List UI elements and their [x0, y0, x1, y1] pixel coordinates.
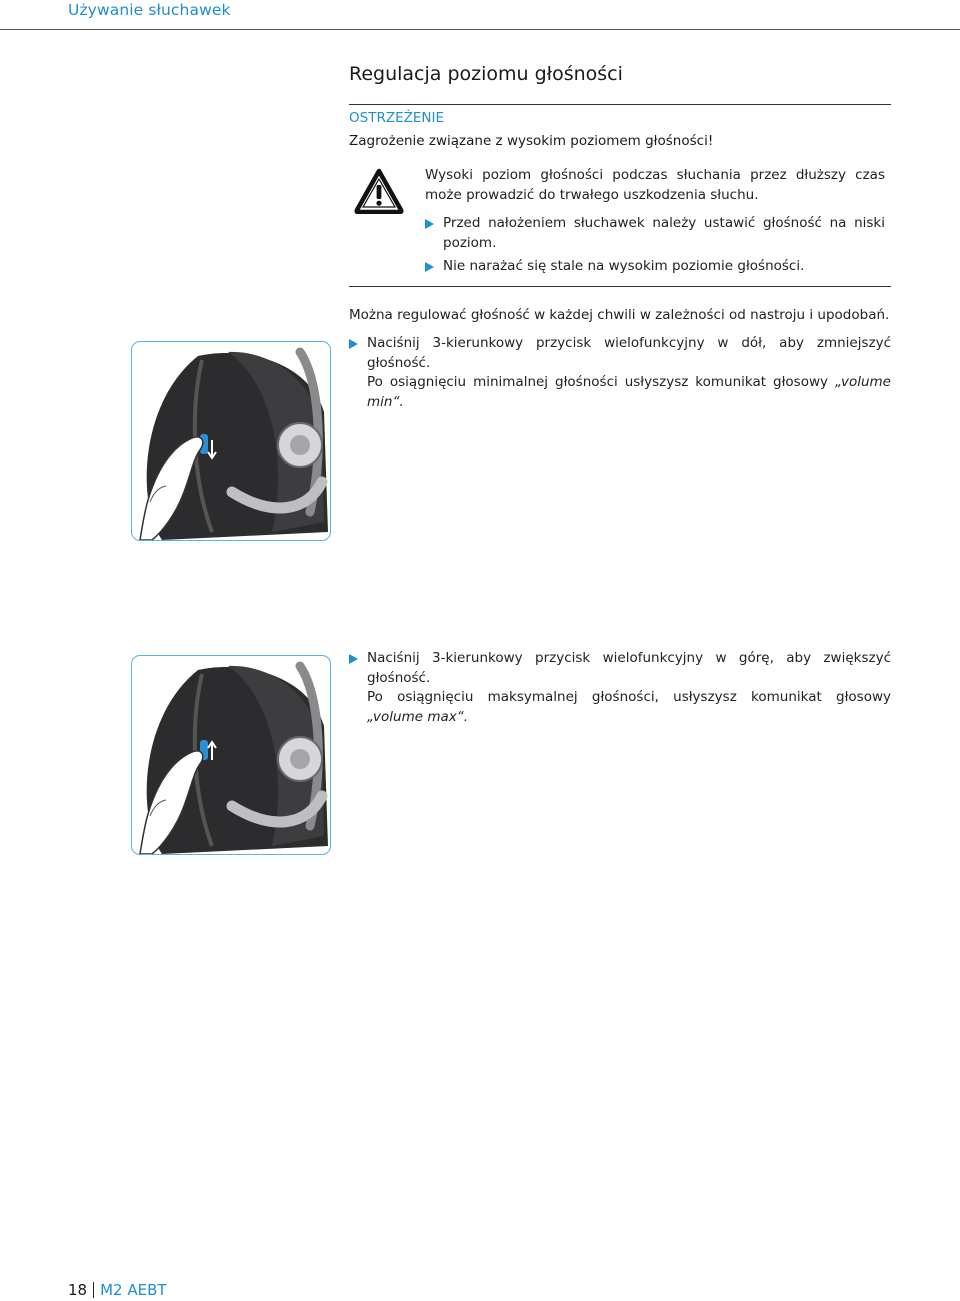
hinge-center — [290, 749, 310, 769]
step-volume-up — [349, 649, 891, 727]
list-item — [425, 214, 885, 253]
product-model: M2 AEBT — [100, 1281, 167, 1299]
list-item — [425, 257, 885, 277]
step-instruction: Naciśnij 3-kierunkowy przycisk wielofunkcyjny w górę, aby zwiększyć głośność. — [367, 650, 891, 686]
warning-label: OSTRZEŻENIE — [349, 110, 444, 126]
step-result-text: Po osiągnięciu minimalnej głośności usłyszysz komunikat głosowy — [367, 374, 835, 390]
step-result — [367, 688, 891, 727]
bullet-triangle-icon — [425, 219, 434, 229]
voice-prompt: „volume max“. — [367, 708, 469, 725]
illustration-volume-up — [131, 655, 331, 855]
warning-triangle-icon — [354, 168, 404, 214]
step-instruction: Naciśnij 3-kierunkowy przycisk wielofunkcyjny w dół, aby zmniejszyć głośność. — [367, 335, 891, 371]
warning-top-rule — [349, 104, 891, 105]
bullet-triangle-icon — [425, 262, 434, 272]
list-item — [349, 334, 891, 412]
list-item-text: Przed nałożeniem słuchawek należy ustawić głośność na niski poziom. — [443, 215, 885, 251]
step-content — [367, 649, 891, 727]
step-volume-down — [349, 334, 891, 412]
list-item — [349, 649, 891, 727]
list-item-text: Nie narażać się stale na wysokim poziomie głośności. — [443, 258, 805, 274]
warning-heading: Zagrożenie związane z wysokim poziomem głośności! — [349, 133, 714, 149]
step-content — [367, 334, 891, 412]
bullet-triangle-icon — [349, 654, 358, 664]
bullet-triangle-icon — [349, 339, 358, 349]
intro-paragraph: Można regulować głośność w każdej chwili w zależności od nastroju i upodobań. — [349, 307, 890, 323]
header-divider — [0, 29, 960, 30]
page-number: 18 — [68, 1281, 88, 1299]
page-footer — [68, 1281, 167, 1299]
warning-text: Wysoki poziom głośności podczas słuchania przez dłuższy czas może prowadzić do trwałego uszkodzenia słuchu. — [425, 167, 885, 203]
illustration-volume-down — [131, 341, 331, 541]
voice-prompt: „volume min“. — [367, 374, 891, 410]
step-result — [367, 373, 891, 412]
running-header: Używanie słuchawek — [68, 1, 231, 19]
step-result-text: Po osiągnięciu maksymalnej głośności, usłyszysz komunikat głosowy — [367, 689, 891, 705]
footer-separator — [93, 1282, 94, 1298]
section-title: Regulacja poziomu głośności — [349, 63, 623, 85]
warning-bullet-list — [425, 214, 885, 277]
hinge-center — [290, 435, 310, 455]
warning-bottom-rule — [349, 286, 891, 287]
